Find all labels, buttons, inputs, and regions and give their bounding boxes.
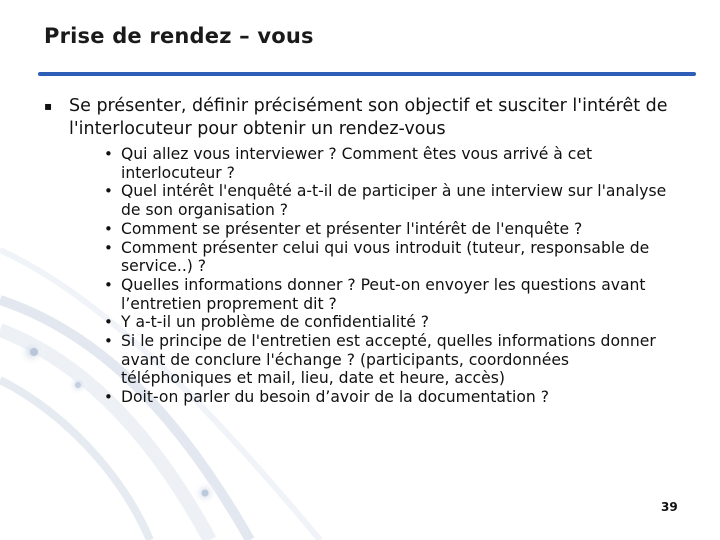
sub-bullet-text: Qui allez vous interviewer ? Comment êtes vous arrivé à cet interlocuteur ? — [121, 145, 593, 182]
sub-bullet — [104, 182, 684, 219]
slide-body — [44, 95, 684, 407]
sub-bullet-list — [44, 145, 684, 407]
sub-bullet — [104, 145, 684, 182]
sub-bullet — [104, 239, 684, 276]
sub-bullet-text: Quel intérêt l'enquêté a-t-il de participer à une interview sur l'analyse de son organisation ? — [121, 182, 667, 220]
bullet-dot-icon: • — [104, 275, 113, 294]
main-bullet — [44, 95, 684, 141]
slide-title: Prise de rendez – vous — [44, 24, 314, 48]
sub-bullet-text: Si le principe de l'entretien est accepté, quelles informations donner avant de conclure l'échange ? (participants, coordonnées téléphoniques et mail, lieu, date et heure, accès) — [121, 332, 656, 388]
sub-bullet-text: Quelles informations donner ? Peut-on envoyer les questions avant l’entretien proprement dit ? — [121, 275, 646, 313]
bullet-dot-icon: • — [104, 238, 113, 257]
title-underline — [38, 72, 696, 76]
bullet-dot-icon: • — [104, 182, 113, 201]
sub-bullet-text: Doit-on parler du besoin d’avoir de la documentation ? — [121, 388, 550, 407]
sub-bullet — [104, 313, 684, 332]
bullet-dot-icon: • — [104, 313, 113, 332]
square-bullet-icon: ▪ — [44, 99, 53, 113]
sub-bullet — [104, 220, 684, 239]
bullet-dot-icon: • — [104, 388, 113, 407]
bullet-dot-icon: • — [104, 332, 113, 351]
main-bullet-text: Se présenter, définir précisément son objectif et susciter l'intérêt de l'interlocuteur pour obtenir un rendez-vous — [69, 96, 668, 139]
sub-bullet — [104, 332, 684, 388]
sub-bullet — [104, 388, 684, 407]
sub-bullet-text: Comment se présenter et présenter l'intérêt de l'enquête ? — [121, 219, 583, 238]
sub-bullet-text: Comment présenter celui qui vous introduit (tuteur, responsable de service..) ? — [121, 238, 650, 276]
bullet-dot-icon: • — [104, 145, 113, 163]
page-number: 39 — [661, 500, 678, 514]
sub-bullet — [104, 276, 684, 313]
sub-bullet-text: Y a-t-il un problème de confidentialité ? — [121, 313, 430, 332]
bullet-dot-icon: • — [104, 219, 113, 238]
